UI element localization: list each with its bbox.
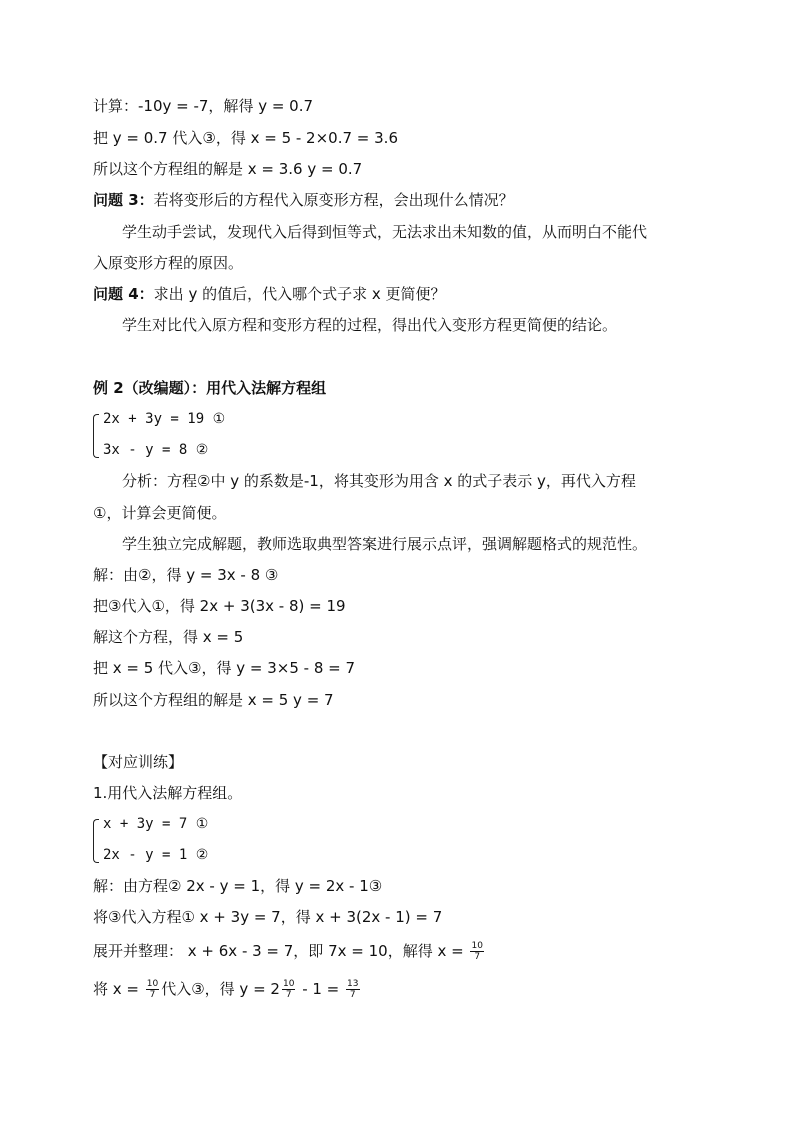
example-2-equation-1: 2x + 3y = 19 ① — [103, 411, 226, 427]
training-item-1: 1.用代入法解方程组。 — [93, 784, 243, 802]
solution-line: 所以这个方程组的解是 x = 3.6 y = 0.7 — [93, 160, 363, 178]
training-step-3 — [93, 938, 724, 964]
training-step-4 — [93, 974, 724, 1004]
question-3-text: 若将变形后的方程代入原变形方程，会出现什么情况？ — [153, 191, 514, 209]
fraction-ten-sevenths: $\frac{10}{7}$ — [471, 941, 483, 962]
training-heading: 【对应训练】 — [93, 753, 184, 771]
question-4 — [93, 283, 724, 305]
training-step-4-minus: - 1 = — [297, 980, 340, 998]
training-step-1: 解：由方程② 2x - y = 1，得 y = 2x - 1③ — [93, 877, 383, 895]
fraction-substituted: $\frac{10}{7}$ — [282, 979, 295, 1000]
solution-step-2: 把③代入①，得 2x + 3(3x - 8) = 19 — [93, 597, 346, 615]
substitute-line: 把 y = 0.7 代入③，得 x = 5 - 2×0.7 = 3.6 — [93, 129, 398, 147]
training-step-2: 将③代入方程① x + 3y = 7，得 x + 3(2x - 1) = 7 — [93, 908, 443, 926]
question-4-text: 求出 y 的值后，代入哪个式子求 x 更简便？ — [153, 285, 446, 303]
training-equation-2: 2x - y = 1 ② — [103, 847, 209, 863]
analysis-2: 学生独立完成解题，教师选取典型答案进行展示点评，强调解题格式的规范性。 — [122, 535, 648, 553]
paragraph-1b: 入原变形方程的原因。 — [93, 254, 244, 272]
question-4-label: 问题 4： — [93, 285, 154, 303]
training-step-4-middle: 代入③，得 y = 2 — [161, 980, 280, 998]
paragraph-1a: 学生动手尝试，发现代入后得到恒等式，无法求出未知数的值，从而明白不能代 — [122, 223, 648, 241]
solution-step-1: 解：由②，得 y = 3x - 8 ③ — [93, 566, 279, 584]
example-2-heading: 例 2（改编题）：用代入法解方程组 — [93, 379, 327, 397]
equation-system-brace — [93, 414, 99, 458]
analysis-1b: ①，计算会更简便。 — [93, 504, 227, 522]
example-2-equation-2: 3x - y = 8 ② — [103, 442, 209, 458]
question-3 — [93, 189, 724, 211]
solution-step-3: 解这个方程，得 x = 5 — [93, 628, 244, 646]
training-system-brace — [93, 819, 99, 863]
paragraph-2: 学生对比代入原方程和变形方程的过程，得出代入变形方程更简便的结论。 — [122, 316, 618, 334]
question-3-label: 问题 3： — [93, 191, 154, 209]
solution-step-4: 把 x = 5 代入③，得 y = 3×5 - 8 = 7 — [93, 659, 356, 677]
calc-line: 计算：-10y = -7，解得 y = 0.7 — [93, 97, 314, 115]
training-step-3-text: 展开并整理： x + 6x - 3 = 7，即 7x = 10，解得 x = — [93, 942, 464, 960]
training-step-4-prefix: 将 x = — [93, 980, 139, 998]
fraction-x-value: $\frac{10}{7}$ — [146, 979, 159, 1000]
fraction-y-value: $\frac{13}{7}$ — [347, 979, 359, 1000]
training-equation-1: x + 3y = 7 ① — [103, 816, 209, 832]
analysis-1a: 分析：方程②中 y 的系数是-1，将其变形为用含 x 的式子表示 y，再代入方程 — [122, 472, 636, 490]
solution-step-5: 所以这个方程组的解是 x = 5 y = 7 — [93, 691, 334, 709]
